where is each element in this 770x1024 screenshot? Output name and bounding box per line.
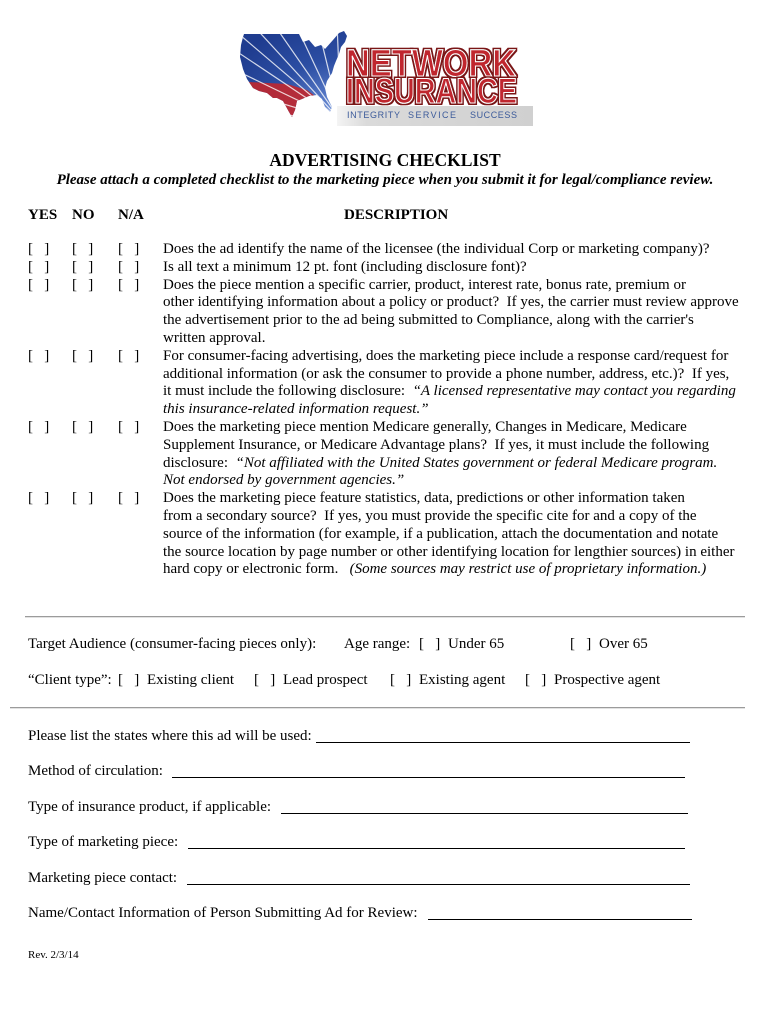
- states-input[interactable]: [316, 727, 690, 743]
- prospective-agent-label: Prospective agent: [554, 672, 661, 688]
- marketing-piece-type-row: [0, 833, 770, 851]
- existing-agent-label: Existing agent: [419, 672, 506, 688]
- client-type-row: [0, 671, 770, 689]
- item-description: [163, 490, 770, 579]
- target-audience-label: Target Audience (consumer-facing pieces only):: [28, 636, 317, 652]
- revision-date: Rev. 2/3/14: [28, 949, 79, 961]
- page-title: ADVERTISING CHECKLIST: [269, 150, 501, 170]
- states-row: [0, 727, 770, 745]
- description-line: [163, 383, 770, 401]
- description-text: additional information (or ask the consumer to provide a phone number, address, etc.)? If yes,: [163, 365, 730, 382]
- marketing-contact-input[interactable]: [187, 869, 690, 885]
- under-65-checkbox[interactable]: [ ]: [419, 636, 441, 652]
- description-text: Does the ad identify the name of the licensee (the individual Corp or marketing company)?: [163, 241, 710, 257]
- instructions: Please attach a completed checklist to the marketing piece when you submit it for legal/compliance review.: [56, 172, 714, 188]
- description-line: [163, 312, 770, 330]
- disclosure-text: “A licensed representative may contact you regarding: [412, 383, 736, 400]
- item-description: [163, 419, 770, 490]
- marketing-contact-label: Marketing piece contact:: [28, 870, 178, 886]
- network-insurance-logo: [237, 27, 533, 127]
- na-checkbox[interactable]: [ ]: [118, 418, 140, 435]
- no-checkbox[interactable]: [ ]: [72, 490, 94, 507]
- lead-prospect-label: Lead prospect: [283, 672, 368, 688]
- checklist-item-6: [0, 490, 770, 579]
- target-audience-row: [0, 635, 770, 653]
- checklist-item-4: [0, 348, 770, 419]
- na-checkbox[interactable]: [ ]: [118, 347, 140, 364]
- description-text: hard copy or electronic form.: [163, 561, 350, 578]
- submitter-contact-label: Name/Contact Information of Person Submitting Ad for Review:: [28, 905, 418, 921]
- description-text: source of the information (for example, if a publication, attach the documentation and notate: [163, 525, 719, 542]
- description-line: [163, 259, 770, 277]
- existing-agent-checkbox[interactable]: [ ]: [390, 672, 412, 688]
- yes-checkbox[interactable]: [ ]: [28, 418, 50, 435]
- description-line: [163, 294, 770, 312]
- disclosure-text: this insurance-related information request.”: [163, 401, 429, 418]
- checklist-item-3: [0, 277, 770, 348]
- over-65-label: Over 65: [599, 636, 648, 652]
- description-text: the advertisement prior to the ad being submitted to Compliance, along with the carrier's: [163, 312, 694, 329]
- na-checkbox[interactable]: [ ]: [118, 241, 140, 257]
- submitter-contact-input[interactable]: [428, 904, 692, 920]
- yes-checkbox[interactable]: [ ]: [28, 241, 50, 257]
- description-line: [163, 455, 770, 473]
- item-description: [163, 277, 770, 348]
- na-checkbox[interactable]: [ ]: [118, 490, 140, 507]
- na-checkbox[interactable]: [ ]: [118, 258, 140, 275]
- checklist-item-2: [0, 259, 770, 277]
- insurance-product-input[interactable]: [281, 798, 688, 814]
- no-checkbox[interactable]: [ ]: [72, 276, 94, 293]
- description-text: Does the marketing piece feature statistics, data, predictions or other information taken: [163, 490, 685, 507]
- description-text: it must include the following disclosure:: [163, 383, 413, 400]
- item-description: [163, 241, 770, 259]
- marketing-piece-type-label: Type of marketing piece:: [28, 834, 179, 850]
- yes-checkbox[interactable]: [ ]: [28, 347, 50, 364]
- description-text: written approval.: [163, 329, 266, 346]
- description-text: Supplement Insurance, or Medicare Advantage plans? If yes, it must include the following: [163, 436, 710, 453]
- no-checkbox[interactable]: [ ]: [72, 418, 94, 435]
- divider: [10, 707, 745, 709]
- age-range-label: Age range:: [344, 636, 411, 652]
- circulation-input[interactable]: [172, 762, 685, 778]
- item-description: [163, 348, 770, 419]
- description-line: [163, 437, 770, 455]
- checklist: [0, 241, 770, 579]
- yes-checkbox[interactable]: [ ]: [28, 276, 50, 293]
- yes-column-header: YES: [28, 207, 58, 223]
- no-checkbox[interactable]: [ ]: [72, 241, 94, 257]
- existing-client-checkbox[interactable]: [ ]: [118, 672, 140, 688]
- na-column-header: N/A: [118, 207, 144, 223]
- description-line: [163, 544, 770, 562]
- divider: [25, 616, 745, 618]
- checklist-item-1: [0, 241, 770, 259]
- no-checkbox[interactable]: [ ]: [72, 258, 94, 275]
- existing-client-label: Existing client: [147, 672, 235, 688]
- description-text: For consumer-facing advertising, does the marketing piece include a response card/request for: [163, 347, 729, 364]
- client-type-label: “Client type”:: [28, 672, 112, 688]
- description-column-header: DESCRIPTION: [344, 207, 449, 223]
- description-line: [163, 366, 770, 384]
- description-line: [163, 508, 770, 526]
- description-line: [163, 526, 770, 544]
- logo-wordmark-insurance: INSURANCE: [346, 72, 517, 111]
- insurance-product-label: Type of insurance product, if applicable:: [28, 799, 272, 815]
- description-line: [163, 241, 770, 259]
- description-text: the source location by page number or other identifying location for lengthier sources) in either: [163, 543, 735, 560]
- description-line: [163, 401, 770, 419]
- na-checkbox[interactable]: [ ]: [118, 276, 140, 293]
- prospective-agent-checkbox[interactable]: [ ]: [525, 672, 547, 688]
- item-description: [163, 259, 770, 277]
- circulation-label: Method of circulation:: [28, 763, 163, 779]
- description-line: [163, 490, 770, 508]
- lead-prospect-checkbox[interactable]: [ ]: [254, 672, 276, 688]
- description-line: [163, 561, 770, 579]
- description-text: Is all text a minimum 12 pt. font (including disclosure font)?: [163, 258, 527, 275]
- under-65-label: Under 65: [448, 636, 505, 652]
- submitter-contact-row: [0, 904, 770, 922]
- us-map-icon: [237, 27, 347, 123]
- no-checkbox[interactable]: [ ]: [72, 347, 94, 364]
- tagline-service: SERVICE: [408, 110, 456, 120]
- disclosure-text: (Some sources may restrict use of proprietary information.): [349, 561, 707, 578]
- description-line: [163, 277, 770, 295]
- logo-wordmark-network: NETWORK: [346, 43, 517, 85]
- disclosure-text: Not endorsed by government agencies.”: [163, 472, 405, 489]
- disclosure-text: “Not affiliated with the United States government or federal Medicare program.: [235, 454, 718, 471]
- marketing-contact-row: [0, 869, 770, 887]
- over-65-checkbox[interactable]: [ ]: [570, 636, 592, 652]
- states-label: Please list the states where this ad will be used:: [28, 728, 312, 744]
- circulation-row: [0, 762, 770, 780]
- description-line: [163, 330, 770, 348]
- tagline-success: SUCCESS: [470, 110, 517, 120]
- description-line: [163, 419, 770, 437]
- description-text: disclosure:: [163, 454, 236, 471]
- description-text: Does the piece mention a specific carrier, product, interest rate, bonus rate, premium or: [163, 276, 686, 293]
- checklist-item-5: [0, 419, 770, 490]
- insurance-product-row: [0, 798, 770, 816]
- no-column-header: NO: [72, 207, 95, 223]
- description-text: other identifying information about a policy or product? If yes, the carrier must review approve: [163, 294, 739, 311]
- description-text: from a secondary source? If yes, you must provide the specific cite for and a copy of the: [163, 507, 697, 524]
- description-text: Does the marketing piece mention Medicare generally, Changes in Medicare, Medicare: [163, 418, 687, 435]
- description-line: [163, 348, 770, 366]
- yes-checkbox[interactable]: [ ]: [28, 258, 50, 275]
- yes-checkbox[interactable]: [ ]: [28, 490, 50, 507]
- tagline-integrity: INTEGRITY: [347, 110, 400, 120]
- marketing-piece-type-input[interactable]: [188, 833, 685, 849]
- description-line: [163, 472, 770, 490]
